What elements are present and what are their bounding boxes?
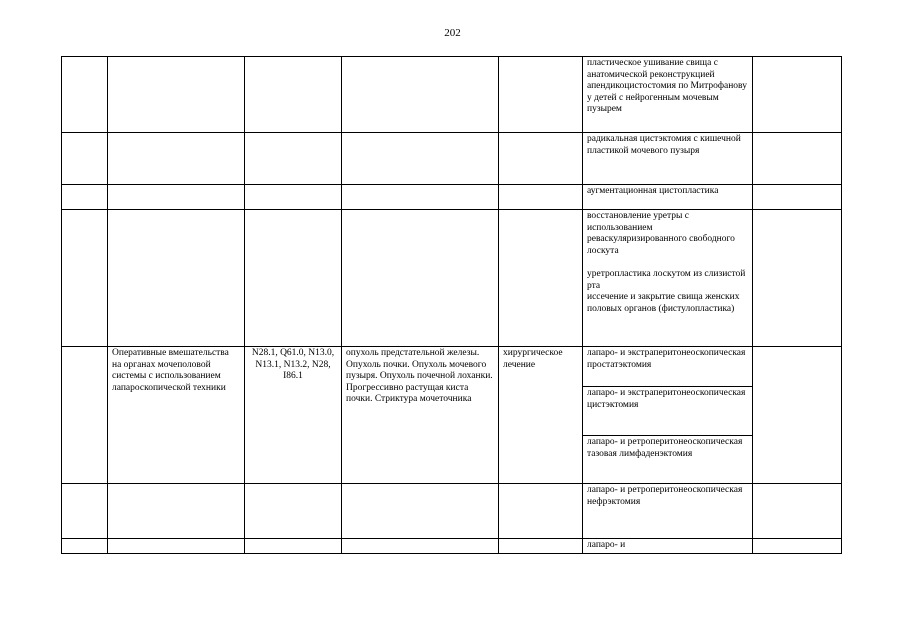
paragraph-gap bbox=[587, 257, 748, 269]
icd-codes-cell bbox=[245, 57, 342, 133]
row-number-cell bbox=[62, 57, 108, 133]
row-number-cell bbox=[62, 133, 108, 185]
patient-model-cell bbox=[342, 539, 499, 554]
table-row bbox=[62, 133, 842, 185]
method-text: уретропластика лоскутом из слизистой рта bbox=[587, 268, 746, 291]
row-number-cell bbox=[62, 484, 108, 539]
treatment-method-cell: аугментационная цистопластика bbox=[583, 185, 753, 210]
treatment-type-cell bbox=[499, 210, 583, 347]
treatment-type-cell: хирургическое лечение bbox=[499, 347, 583, 484]
treatment-type-cell bbox=[499, 185, 583, 210]
row-number-cell bbox=[62, 539, 108, 554]
icd-codes-cell bbox=[245, 484, 342, 539]
intervention-name-cell bbox=[108, 539, 245, 554]
patient-model-cell bbox=[342, 484, 499, 539]
icd-codes-cell: N28.1, Q61.0, N13.0, N13.1, N13.2, N28, I86.1 bbox=[245, 347, 342, 484]
extra-cell bbox=[753, 185, 842, 210]
patient-model-cell bbox=[342, 133, 499, 185]
table-row bbox=[62, 57, 842, 133]
icd-codes-cell bbox=[245, 185, 342, 210]
table-row bbox=[62, 210, 842, 347]
treatment-method-cell: лапаро- и bbox=[583, 539, 753, 554]
extra-cell bbox=[753, 539, 842, 554]
extra-cell bbox=[753, 347, 842, 484]
treatment-method-cell: лапаро- и экстраперитонеоскопическая простатэктомия bbox=[583, 347, 753, 387]
patient-model-cell bbox=[342, 185, 499, 210]
method-text: восстановление уретры с использованием реваскуляризированного свободного лоскута bbox=[587, 211, 735, 256]
row-number-cell bbox=[62, 210, 108, 347]
row-number-cell bbox=[62, 185, 108, 210]
treatment-method-cell: лапаро- и экстраперитонеоскопическая цистэктомия bbox=[583, 387, 753, 436]
intervention-name-cell bbox=[108, 185, 245, 210]
treatment-method-cell: пластическое ушивание свища с анатомической реконструкцией апендикоцистостомия по Митрофанову у детей с нейрогенным мочевым пузырем bbox=[583, 57, 753, 133]
extra-cell bbox=[753, 484, 842, 539]
intervention-name-cell bbox=[108, 484, 245, 539]
method-text: иссечение и закрытие свища женских половых органов (фистулопластика) bbox=[587, 292, 740, 314]
procedures-table bbox=[61, 56, 842, 554]
table-row bbox=[62, 539, 842, 554]
icd-codes-cell bbox=[245, 539, 342, 554]
table-row bbox=[62, 347, 842, 387]
page-number: 202 bbox=[444, 27, 461, 39]
intervention-name-cell bbox=[108, 57, 245, 133]
intervention-name-cell: Оперативные вмешательства на органах мочеполовой системы с использованием лапароскопической техники bbox=[108, 347, 245, 484]
treatment-type-cell bbox=[499, 57, 583, 133]
intervention-name-cell bbox=[108, 210, 245, 347]
treatment-type-cell bbox=[499, 539, 583, 554]
patient-model-cell: опухоль предстательной железы. Опухоль почки. Опухоль мочевого пузыря. Опухоль почечной лоханки. Прогрессивно растущая киста почки. Стриктура мочеточника bbox=[342, 347, 499, 484]
icd-codes-cell bbox=[245, 210, 342, 347]
treatment-method-cell: радикальная цистэктомия с кишечной пластикой мочевого пузыря bbox=[583, 133, 753, 185]
treatment-type-cell bbox=[499, 133, 583, 185]
table-row bbox=[62, 484, 842, 539]
treatment-method-cell: лапаро- и ретроперитонеоскопическая нефрэктомия bbox=[583, 484, 753, 539]
treatment-method-cell: лапаро- и ретроперитонеоскопическая тазовая лимфаденэктомия bbox=[583, 436, 753, 484]
icd-codes-cell bbox=[245, 133, 342, 185]
patient-model-cell bbox=[342, 210, 499, 347]
extra-cell bbox=[753, 133, 842, 185]
table-row bbox=[62, 185, 842, 210]
extra-cell bbox=[753, 210, 842, 347]
treatment-method-cell bbox=[583, 210, 753, 347]
intervention-name-cell bbox=[108, 133, 245, 185]
extra-cell bbox=[753, 57, 842, 133]
treatment-type-cell bbox=[499, 484, 583, 539]
patient-model-cell bbox=[342, 57, 499, 133]
row-number-cell bbox=[62, 347, 108, 484]
